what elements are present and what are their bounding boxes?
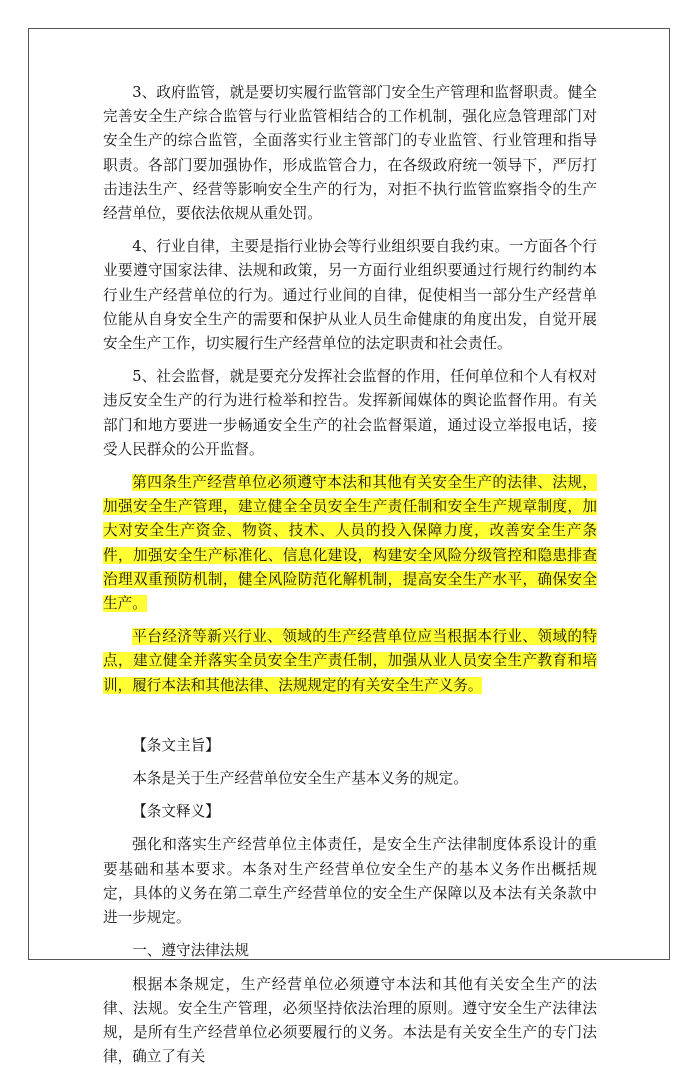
heading-article-interpretation: 【条文释义】 [103,800,597,824]
heading-article-purpose: 【条文主旨】 [103,734,597,758]
paragraph-purpose: 本条是关于生产经营单位安全生产基本义务的规定。 [103,767,597,791]
highlighted-text: 平台经济等新兴行业、领域的生产经营单位应当根据本行业、领域的特点，建立健全并落实全员安全生产责任制，加强从业人员安全生产教育和培训，履行本法和其他法律、法规规定的有关安全生产义务。 [103,628,597,693]
paragraph-social-supervision: 5、社会监督，就是要充分发挥社会监督的作用，任何单位和个人有权对违反安全生产的行为进行检举和控告。发挥新闻媒体的舆论监督作用。有关部门和地方要进一步畅通安全生产的社会监督渠道，通过设立举报电话，接受人民群众的公开监督。 [103,365,597,462]
paragraph-industry-self-discipline: 4、行业自律，主要是指行业协会等行业组织要自我约束。一方面各个行业要遵守国家法律、法规和政策，另一方面行业组织要通过行规行约制约本行业生产经营单位的行为。通过行业间的自律，促使相当一部分生产经营单位能从自身安全生产的需要和保护从业人员生命健康的角度出发，自觉开展安全生产工作，切实履行生产经营单位的法定职责和社会责任。 [103,235,597,356]
paragraph-government-supervision: 3、政府监管，就是要切实履行监管部门安全生产管理和监督职责。健全完善安全生产综合监管与行业监管相结合的工作机制，强化应急管理部门对安全生产的综合监管，全面落实行业主管部门的专业监管、行业管理和指导职责。各部门要加强协作，形成监管合力，在各级政府统一领导下，严厉打击违法生产、经营等影响安全生产的行为，对拒不执行监管监察指令的生产经营单位，要依法依规从重处罚。 [103,81,597,226]
highlighted-text: 第四条生产经营单位必须遵守本法和其他有关安全生产的法律、法规，加强安全生产管理，建立健全全员安全生产责任制和安全生产规章制度，加大对安全生产资金、物资、技术、人员的投入保障力度，改善安全生产条件，加强安全生产标准化、信息化建设，构建安全风险分级管控和隐患排查治理双重预防机制，健全风险防范化解机制，提高安全生产水平，确保安全生产。 [103,474,597,612]
heading-comply-with-laws: 一、遵守法律法规 [103,939,597,963]
paragraph-article-four [103,471,597,616]
paragraph-platform-economy [103,625,597,698]
paragraph-comply-with-laws: 根据本条规定，生产经营单位必须遵守本法和其他有关安全生产的法律、法规。安全生产管理，必须坚持依法治理的原则。遵守安全生产法律法规，是所有生产经营单位必须要履行的义务。本法是有关安全生产的专门法律，确立了有关 [103,973,597,1069]
document-body [103,81,597,1069]
paragraph-interpretation: 强化和落实生产经营单位主体责任，是安全生产法律制度体系设计的重要基础和基本要求。本条对生产经营单位安全生产的基本义务作出概括规定，具体的义务在第二章生产经营单位的安全生产保障以及本法有关条款中进一步规定。 [103,833,597,930]
